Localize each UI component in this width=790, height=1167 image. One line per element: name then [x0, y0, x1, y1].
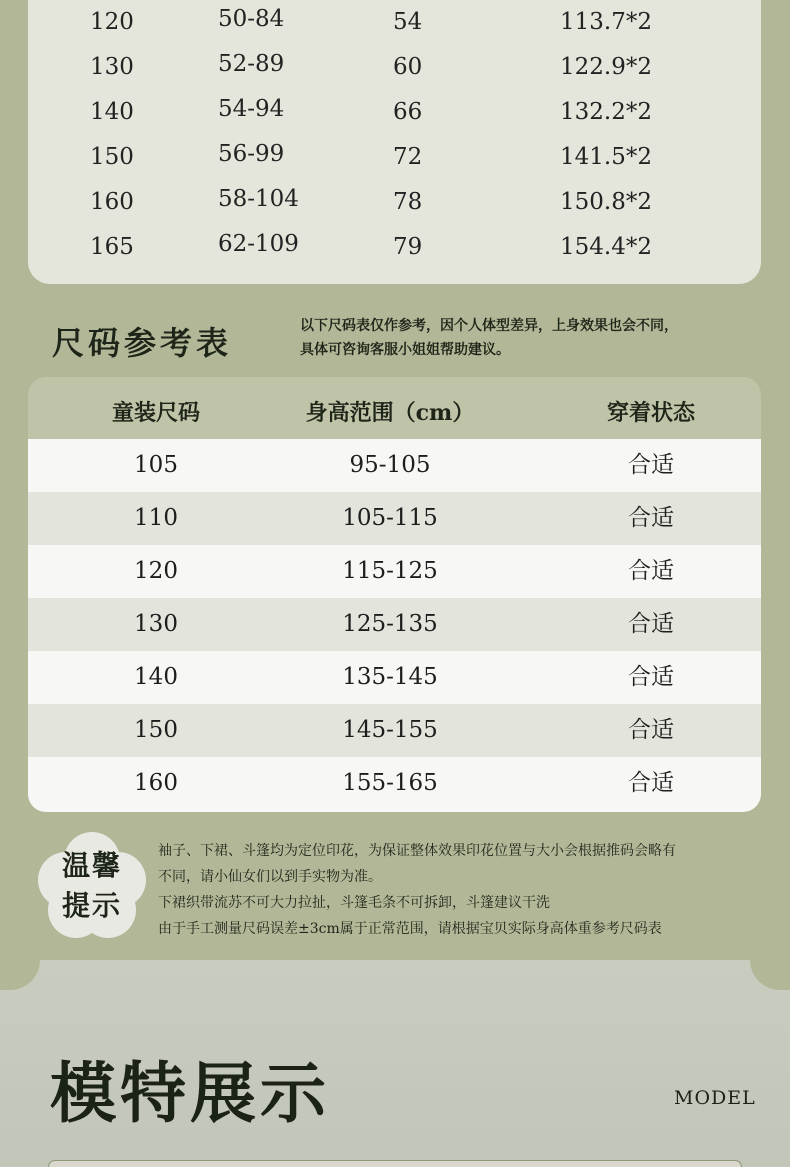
- table-cell: 合适: [628, 611, 674, 637]
- table-cell: 125-135: [342, 611, 438, 637]
- table-cell: 140: [90, 99, 134, 125]
- table-cell: 合适: [628, 770, 674, 796]
- model-photo-frame: [48, 1160, 742, 1167]
- table-cell: 154.4*2: [560, 234, 652, 260]
- model-subtitle: MODEL: [674, 1087, 756, 1109]
- table-cell: 150: [90, 144, 134, 170]
- table-cell: 56-99: [218, 141, 285, 167]
- table-cell: 120: [90, 9, 134, 35]
- table-cell: 52-89: [218, 51, 285, 77]
- table-header-row: [28, 377, 761, 439]
- table-cell: 122.9*2: [560, 54, 652, 80]
- header-kids-size: 童装尺码: [111, 400, 201, 426]
- tip-line: 下裙织带流苏不可大力拉扯，斗篷毛条不可拆卸，斗篷建议干洗: [158, 895, 550, 911]
- table-cell: 合适: [628, 717, 674, 743]
- table-cell: 130: [90, 54, 134, 80]
- table-cell: 合适: [628, 558, 674, 584]
- tips-badge-text: [36, 830, 148, 942]
- table-cell: 110: [134, 505, 178, 531]
- section-note-line: 以下尺码表仅作参考，因个人体型差异，上身效果也会不同，: [300, 318, 678, 334]
- table-cell: 115-125: [342, 558, 438, 584]
- table-row: [28, 651, 761, 704]
- table-row: [28, 90, 761, 135]
- table-row: [28, 757, 761, 812]
- table-row: [28, 135, 761, 180]
- table-row: [28, 225, 761, 270]
- tips-badge: [36, 830, 148, 942]
- table-cell: 105-115: [342, 505, 438, 531]
- table-cell: 60: [393, 54, 423, 80]
- table-cell: 160: [134, 770, 178, 796]
- table-row: [28, 180, 761, 225]
- table-cell: 113.7*2: [560, 9, 652, 35]
- table-row: [28, 704, 761, 757]
- header-fit-status: 穿着状态: [606, 400, 696, 426]
- section-note: [300, 314, 760, 362]
- table-row: [28, 45, 761, 90]
- table-cell: 145-155: [342, 717, 438, 743]
- header-height-range: 身高范围（cm）: [305, 400, 475, 426]
- tips-badge-line: 温馨: [61, 849, 122, 882]
- table-row: [28, 492, 761, 545]
- table-cell: 72: [393, 144, 423, 170]
- table-row: [28, 598, 761, 651]
- table-row: [28, 0, 761, 45]
- table-cell: 合适: [628, 452, 674, 478]
- table-cell: 79: [393, 234, 423, 260]
- tips-badge-line: 提示: [61, 889, 122, 922]
- tip-line: 袖子、下裙、斗篷均为定位印花，为保证整体效果印花位置与大小会根据推码会略有: [158, 843, 676, 859]
- section-note-line: 具体可咨询客服小姐姐帮助建议。: [300, 342, 510, 358]
- model-title: 模特展示: [50, 1054, 330, 1132]
- table-cell: 62-109: [218, 231, 299, 257]
- section-title: 尺码参考表: [52, 324, 233, 362]
- table-cell: 150: [134, 717, 178, 743]
- table-cell: 78: [393, 189, 423, 215]
- table-cell: 120: [134, 558, 178, 584]
- table-cell: 130: [134, 611, 178, 637]
- table-cell: 合适: [628, 664, 674, 690]
- table-cell: 160: [90, 189, 134, 215]
- table-cell: 140: [134, 664, 178, 690]
- table-cell: 165: [90, 234, 134, 260]
- measurement-table: [28, 0, 761, 284]
- table-cell: 141.5*2: [560, 144, 652, 170]
- table-cell: 合适: [628, 505, 674, 531]
- table-cell: 155-165: [342, 770, 438, 796]
- tips-list: [158, 838, 768, 942]
- table-cell: 66: [393, 99, 423, 125]
- table-cell: 58-104: [218, 186, 299, 212]
- table-cell: 95-105: [349, 452, 431, 478]
- table-cell: 54: [393, 9, 423, 35]
- tip-line: 由于手工测量尺码误差±3cm属于正常范围，请根据宝贝实际身高体重参考尺码表: [158, 921, 662, 937]
- table-cell: 135-145: [342, 664, 438, 690]
- table-cell: 105: [134, 452, 178, 478]
- tip-line: 不同，请小仙女们以到手实物为准。: [158, 869, 382, 885]
- table-row: [28, 439, 761, 492]
- table-cell: 132.2*2: [560, 99, 652, 125]
- table-cell: 50-84: [218, 6, 285, 32]
- table-row: [28, 545, 761, 598]
- table-cell: 54-94: [218, 96, 285, 122]
- table-cell: 150.8*2: [560, 189, 652, 215]
- size-reference-table: [28, 377, 761, 812]
